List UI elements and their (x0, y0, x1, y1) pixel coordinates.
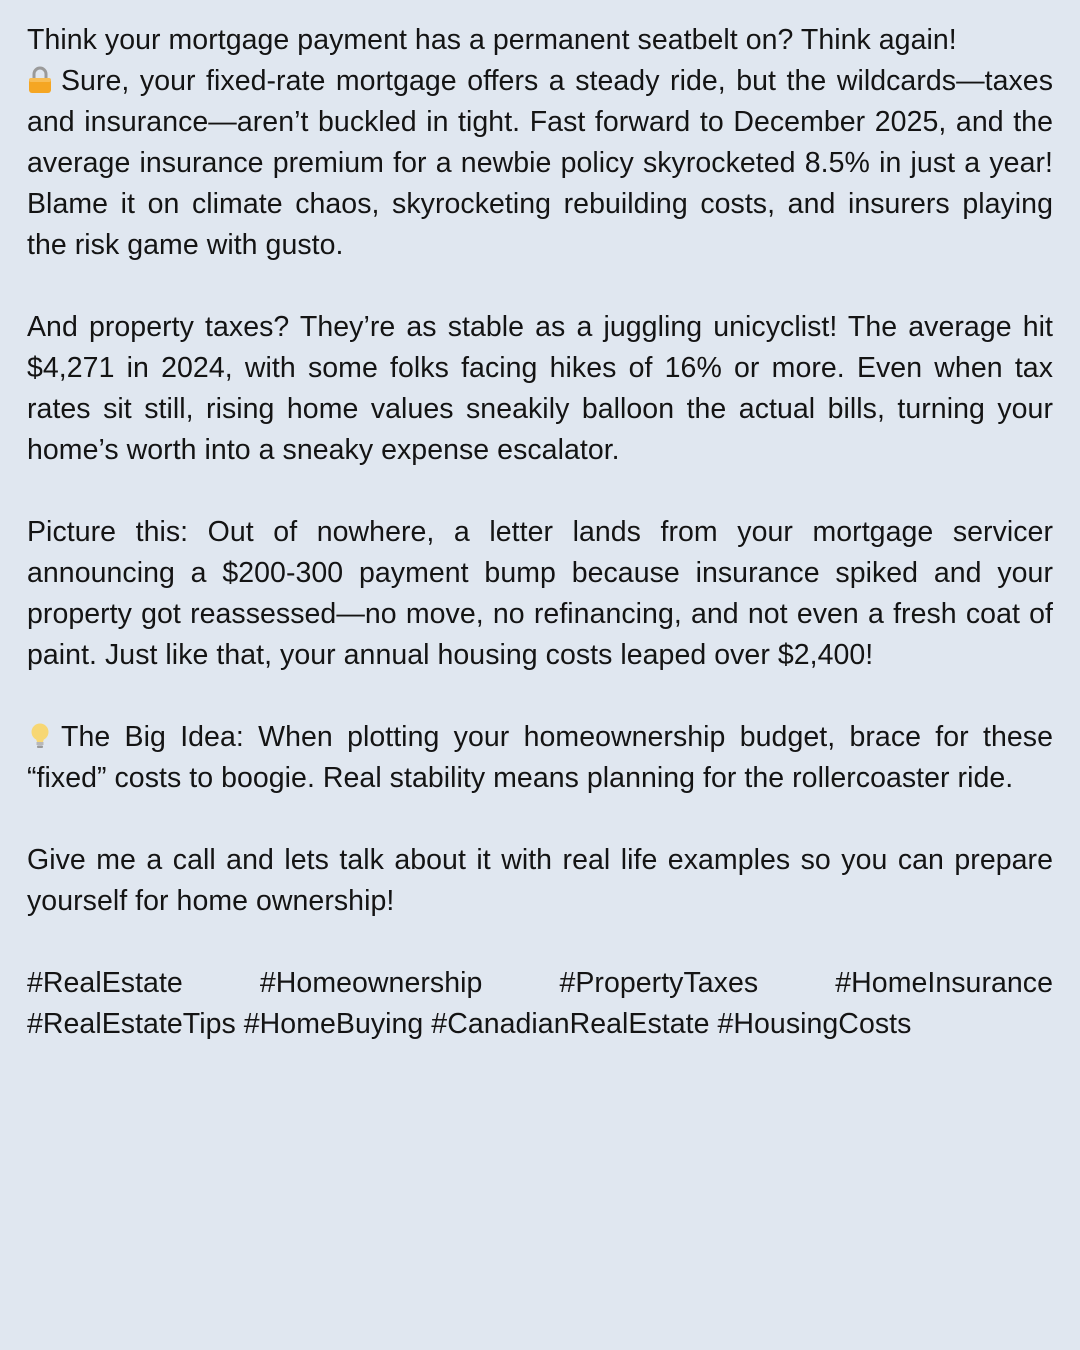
paragraph-big-idea (27, 717, 1053, 799)
post-body (27, 20, 1053, 1045)
hashtags: #RealEstate #Homeownership #PropertyTaxes #HomeInsurance #RealEstateTips #HomeBuying #CanadianRealEstate #HousingCosts (27, 967, 1053, 1040)
intro-lead-text: Think your mortgage payment has a permanent seatbelt on? Think again! (27, 24, 957, 56)
paragraph-intro (27, 20, 1053, 266)
paragraph-picture-this: Picture this: Out of nowhere, a letter lands from your mortgage servicer announcing a $200-300 payment bump because insurance spiked and your property got reassessed—no move, no refinancing, and not even a fresh coat of paint. Just like that, your annual housing costs leaped over $2,400! (27, 516, 1053, 671)
intro-rest-text: Sure, your fixed-rate mortgage offers a steady ride, but the wildcards—taxes and insurance—aren’t buckled in tight. Fast forward to December 2025, and the average insurance premium for a newbie policy skyrocketed 8.5% in just a year! Blame it on climate chaos, skyrocketing rebuilding costs, and insurers playing the risk game with gusto. (27, 65, 1053, 261)
lock-icon (27, 66, 53, 94)
lightbulb-icon (27, 722, 53, 750)
big-idea-text: The Big Idea: When plotting your homeownership budget, brace for these “fixed” costs to boogie. Real stability means planning for the rollercoaster ride. (27, 721, 1053, 794)
paragraph-property-taxes: And property taxes? They’re as stable as a juggling unicyclist! The average hit $4,271 in 2024, with some folks facing hikes of 16% or more. Even when tax rates sit still, rising home values sneakily balloon the actual bills, turning your home’s worth into a sneaky expense escalator. (27, 311, 1053, 466)
paragraph-call-to-action: Give me a call and lets talk about it with real life examples so you can prepare yourself for home ownership! (27, 844, 1053, 917)
